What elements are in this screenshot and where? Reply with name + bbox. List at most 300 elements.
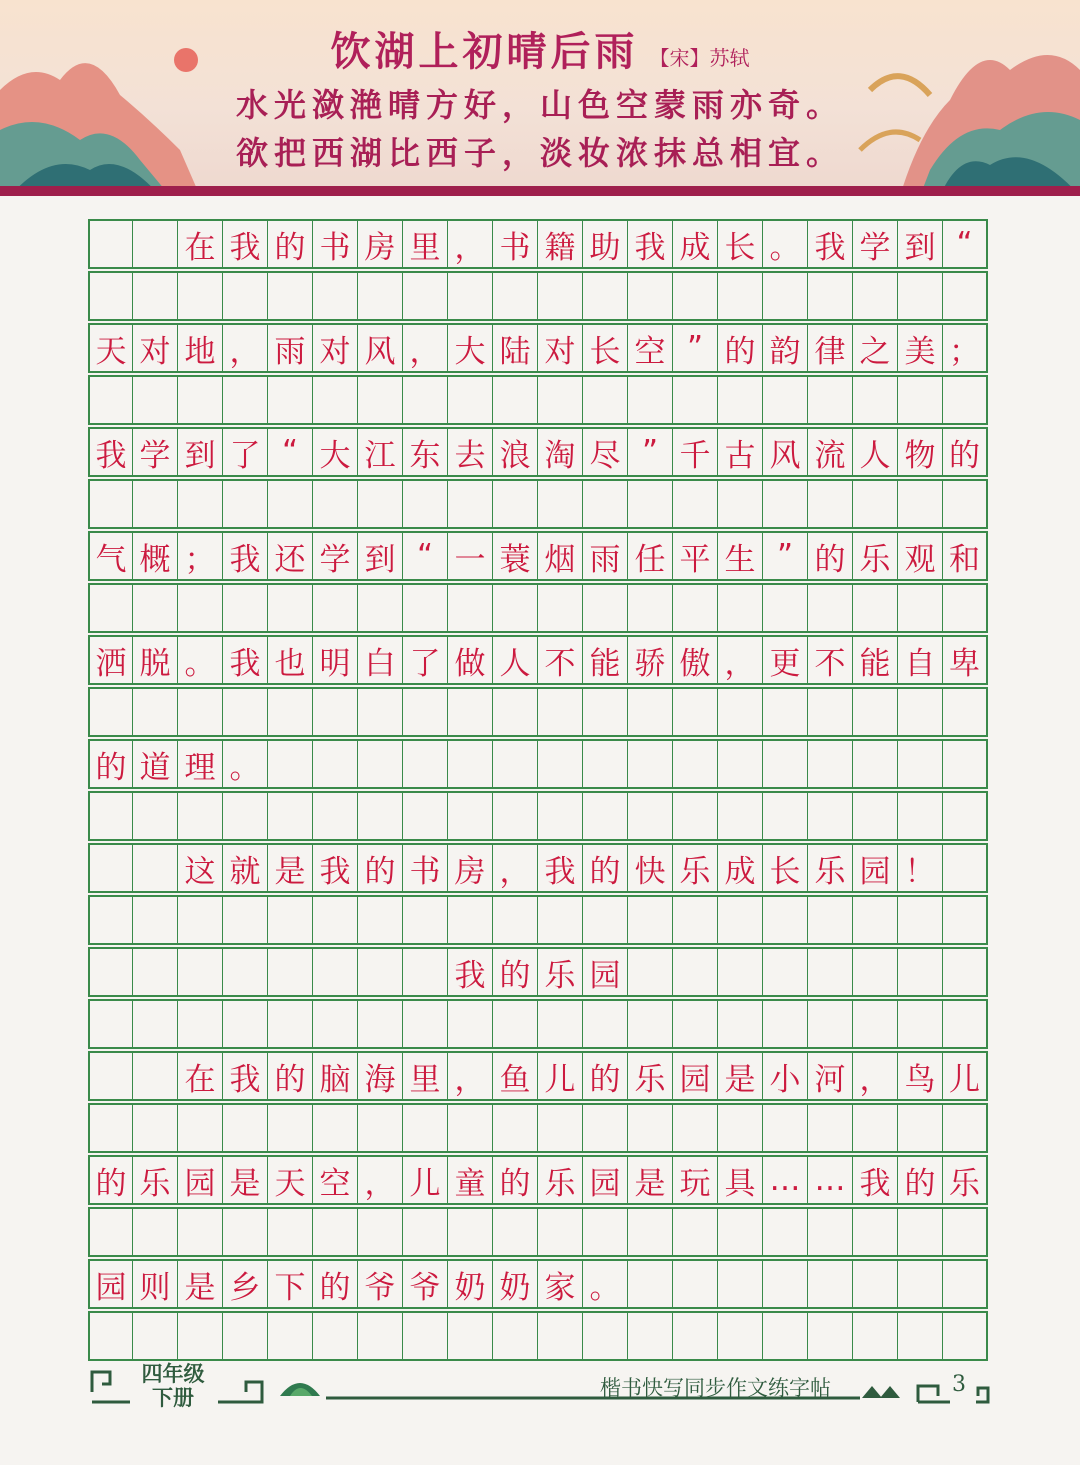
grid-cell: 尽 <box>583 429 628 475</box>
grid-cell <box>133 585 178 631</box>
grid-cell <box>673 377 718 423</box>
grid-cell: 我 <box>808 221 853 267</box>
grid-cell: ” <box>673 325 718 371</box>
grid-cell: 的 <box>583 1053 628 1099</box>
grid-cell <box>673 949 718 995</box>
grid-cell: 东 <box>403 429 448 475</box>
grid-cell <box>718 1001 763 1047</box>
grid-cell <box>808 741 853 787</box>
grid-cell: 明 <box>313 637 358 683</box>
grid-cell: 理 <box>178 741 223 787</box>
grid-cell: 乐 <box>133 1157 178 1203</box>
grid-cell: 学 <box>133 429 178 475</box>
grid-cell <box>313 585 358 631</box>
grid-cell <box>763 793 808 839</box>
grid-cell: 一 <box>448 533 493 579</box>
grid-cell: 傲 <box>673 637 718 683</box>
grid-cell <box>853 377 898 423</box>
grid-cell <box>403 1105 448 1151</box>
grid-cell: “ <box>268 429 313 475</box>
grid-cell <box>898 949 943 995</box>
grid-cell: 流 <box>808 429 853 475</box>
grid-cell: 的 <box>718 325 763 371</box>
grid-cell <box>718 273 763 319</box>
grid-cell: ， <box>718 637 763 683</box>
grid-cell <box>763 1209 808 1255</box>
grid-cell <box>808 377 853 423</box>
grid-cell <box>853 741 898 787</box>
grid-cell <box>673 741 718 787</box>
grid-cell <box>538 1105 583 1151</box>
grid-cell <box>313 1105 358 1151</box>
grid-cell: 去 <box>448 429 493 475</box>
grid-cell <box>808 1261 853 1307</box>
grid-cell: 鱼 <box>493 1053 538 1099</box>
grid-cell <box>493 1105 538 1151</box>
grid-cell <box>898 1209 943 1255</box>
grid-cell: 这 <box>178 845 223 891</box>
grid-cell <box>808 1105 853 1151</box>
grid-cell: 海 <box>358 1053 403 1099</box>
grid-cell <box>538 377 583 423</box>
grid-cell <box>178 1105 223 1151</box>
grid-cell: 具 <box>718 1157 763 1203</box>
grid-cell <box>718 1261 763 1307</box>
grid-cell <box>88 845 133 891</box>
grid-cell <box>358 377 403 423</box>
grid-cell <box>448 1001 493 1047</box>
grid-cell <box>583 1001 628 1047</box>
grid-cell: 大 <box>313 429 358 475</box>
grid-cell <box>898 793 943 839</box>
grid-cell <box>88 377 133 423</box>
grid-cell: 的 <box>583 845 628 891</box>
grid-cell <box>223 1105 268 1151</box>
grid-row <box>88 531 988 581</box>
grid-cell <box>313 741 358 787</box>
grid-cell <box>718 689 763 735</box>
grid-cell: 的 <box>268 1053 313 1099</box>
grid-cell <box>358 273 403 319</box>
grid-cell <box>448 377 493 423</box>
grid-cell: 卑 <box>943 637 988 683</box>
grid-cell <box>898 1261 943 1307</box>
grid-cell <box>403 949 448 995</box>
grid-cell: ， <box>403 325 448 371</box>
grid-cell: 淘 <box>538 429 583 475</box>
grid-cell <box>538 741 583 787</box>
grid-cell: 的 <box>493 949 538 995</box>
grid-cell <box>268 377 313 423</box>
grid-cell <box>223 481 268 527</box>
grid-cell <box>898 897 943 943</box>
grid-cell <box>673 689 718 735</box>
grid-row <box>88 999 988 1049</box>
page-footer <box>0 1350 1080 1430</box>
grid-cell <box>313 481 358 527</box>
grid-cell <box>763 585 808 631</box>
grid-cell: 到 <box>898 221 943 267</box>
grid-cell: 我 <box>88 429 133 475</box>
grid-cell <box>358 1105 403 1151</box>
grid-cell <box>628 1261 673 1307</box>
grid-cell: 长 <box>718 221 763 267</box>
grid-cell <box>853 273 898 319</box>
grid-cell <box>133 845 178 891</box>
grid-cell: “ <box>403 533 448 579</box>
grid-cell <box>403 1209 448 1255</box>
poem-banner <box>0 0 1080 196</box>
grid-cell <box>448 481 493 527</box>
grid-cell <box>718 585 763 631</box>
grid-cell <box>718 1105 763 1151</box>
grid-cell <box>673 1001 718 1047</box>
grid-cell: 之 <box>853 325 898 371</box>
grid-cell <box>223 585 268 631</box>
grid-cell: 爷 <box>358 1261 403 1307</box>
grid-cell <box>268 1001 313 1047</box>
grid-cell <box>88 1105 133 1151</box>
grid-cell: 河 <box>808 1053 853 1099</box>
grid-cell <box>673 1105 718 1151</box>
grid-cell <box>88 1209 133 1255</box>
grid-row <box>88 739 988 789</box>
grid-cell <box>268 1209 313 1255</box>
grid-cell <box>133 897 178 943</box>
grid-cell <box>808 481 853 527</box>
grid-cell <box>313 273 358 319</box>
grid-cell <box>88 793 133 839</box>
grid-cell: 的 <box>943 429 988 475</box>
grid-cell: 做 <box>448 637 493 683</box>
grid-cell: 里 <box>403 1053 448 1099</box>
grid-cell <box>538 273 583 319</box>
grid-cell <box>853 481 898 527</box>
grid-cell <box>268 897 313 943</box>
grid-cell <box>313 897 358 943</box>
grid-cell <box>358 793 403 839</box>
grid-cell: 就 <box>223 845 268 891</box>
grid-cell: 玩 <box>673 1157 718 1203</box>
grid-cell <box>493 1209 538 1255</box>
grid-cell <box>673 585 718 631</box>
grid-cell: 的 <box>808 533 853 579</box>
grid-cell <box>853 1001 898 1047</box>
grid-cell: 是 <box>223 1157 268 1203</box>
grid-row <box>88 791 988 841</box>
grid-row <box>88 687 988 737</box>
grid-cell <box>943 1001 988 1047</box>
grid-cell <box>583 1105 628 1151</box>
grid-cell <box>88 689 133 735</box>
grid-cell <box>268 273 313 319</box>
grid-cell: 风 <box>763 429 808 475</box>
grid-cell <box>223 949 268 995</box>
grid-cell <box>943 1261 988 1307</box>
grade-line-2: 下册 <box>152 1385 194 1410</box>
grid-cell <box>178 949 223 995</box>
grid-cell <box>808 1001 853 1047</box>
grid-cell <box>583 793 628 839</box>
grid-cell <box>763 1105 808 1151</box>
grid-cell <box>268 481 313 527</box>
grid-cell: 脑 <box>313 1053 358 1099</box>
grid-cell <box>448 273 493 319</box>
poem-title: 饮湖上初晴后雨 <box>330 28 639 75</box>
grid-cell <box>538 793 583 839</box>
grid-cell <box>448 1105 493 1151</box>
grid-cell <box>178 1209 223 1255</box>
grid-cell <box>673 793 718 839</box>
grid-cell <box>898 377 943 423</box>
grid-cell <box>808 689 853 735</box>
grid-cell: … <box>808 1157 853 1203</box>
grid-cell: 园 <box>583 1157 628 1203</box>
grid-cell <box>628 1001 673 1047</box>
grid-cell: ” <box>763 533 808 579</box>
grid-cell: 雨 <box>268 325 313 371</box>
grid-cell <box>313 1001 358 1047</box>
grid-cell <box>538 585 583 631</box>
grid-cell <box>358 585 403 631</box>
grid-cell <box>358 1209 403 1255</box>
grid-cell <box>178 793 223 839</box>
grid-cell: 蓑 <box>493 533 538 579</box>
grid-cell <box>268 741 313 787</box>
grid-cell: 是 <box>718 1053 763 1099</box>
grid-cell: 儿 <box>538 1053 583 1099</box>
grid-cell <box>133 1001 178 1047</box>
grid-cell <box>538 689 583 735</box>
grid-cell <box>88 585 133 631</box>
grid-cell <box>763 741 808 787</box>
grid-cell: 在 <box>178 221 223 267</box>
grid-cell <box>853 1261 898 1307</box>
grid-cell: 乐 <box>628 1053 673 1099</box>
grid-cell <box>448 741 493 787</box>
grid-cell <box>943 845 988 891</box>
grid-cell <box>358 897 403 943</box>
grid-cell <box>178 689 223 735</box>
grid-cell: 道 <box>133 741 178 787</box>
grid-cell <box>223 377 268 423</box>
grid-cell <box>403 481 448 527</box>
grid-cell <box>628 897 673 943</box>
grid-cell <box>88 897 133 943</box>
grid-cell: 白 <box>358 637 403 683</box>
grid-cell: 童 <box>448 1157 493 1203</box>
grid-cell <box>943 377 988 423</box>
grid-cell <box>133 793 178 839</box>
grid-cell <box>808 897 853 943</box>
grid-cell <box>88 273 133 319</box>
grid-cell <box>943 273 988 319</box>
grid-cell: 。 <box>583 1261 628 1307</box>
grid-cell <box>853 1209 898 1255</box>
grid-cell <box>583 377 628 423</box>
grid-cell <box>853 689 898 735</box>
grid-cell: 书 <box>493 221 538 267</box>
grid-cell <box>943 481 988 527</box>
grid-cell: 气 <box>88 533 133 579</box>
grid-cell <box>178 481 223 527</box>
grid-cell <box>538 897 583 943</box>
grid-row <box>88 219 988 269</box>
grid-cell: 下 <box>268 1261 313 1307</box>
grid-cell <box>133 273 178 319</box>
grid-cell: 。 <box>178 637 223 683</box>
grid-cell <box>358 741 403 787</box>
grid-cell <box>403 741 448 787</box>
grid-cell <box>223 1001 268 1047</box>
grid-cell <box>538 481 583 527</box>
grid-cell <box>268 949 313 995</box>
grid-cell: 对 <box>538 325 583 371</box>
grid-cell: 。 <box>763 221 808 267</box>
grid-cell: “ <box>943 221 988 267</box>
grid-row <box>88 895 988 945</box>
grid-cell: 和 <box>943 533 988 579</box>
grid-cell <box>718 793 763 839</box>
grid-cell <box>763 377 808 423</box>
grid-cell: 学 <box>853 221 898 267</box>
grid-cell <box>808 1209 853 1255</box>
grid-row <box>88 323 988 373</box>
grid-cell: 对 <box>313 325 358 371</box>
grid-cell: 骄 <box>628 637 673 683</box>
grid-cell <box>268 689 313 735</box>
grid-cell: 乡 <box>223 1261 268 1307</box>
grid-cell: 乐 <box>943 1157 988 1203</box>
grid-cell <box>763 949 808 995</box>
grid-cell: 江 <box>358 429 403 475</box>
grid-cell <box>493 377 538 423</box>
grid-cell <box>178 897 223 943</box>
grid-cell: 能 <box>853 637 898 683</box>
banner-divider <box>0 186 1080 196</box>
grid-cell: 学 <box>313 533 358 579</box>
grid-cell <box>403 1001 448 1047</box>
grid-cell <box>718 377 763 423</box>
grid-cell <box>718 741 763 787</box>
grid-cell <box>403 273 448 319</box>
grid-cell <box>133 221 178 267</box>
grid-cell <box>403 585 448 631</box>
grid-cell <box>898 481 943 527</box>
grid-cell: ， <box>223 325 268 371</box>
grid-cell: 还 <box>268 533 313 579</box>
grid-cell: 我 <box>628 221 673 267</box>
grid-cell: 我 <box>853 1157 898 1203</box>
grid-cell <box>493 793 538 839</box>
grid-cell: 园 <box>178 1157 223 1203</box>
grid-cell: 的 <box>493 1157 538 1203</box>
grid-cell <box>88 221 133 267</box>
grid-cell: 鸟 <box>898 1053 943 1099</box>
grid-cell: 千 <box>673 429 718 475</box>
grid-cell <box>493 1001 538 1047</box>
grid-cell: 雨 <box>583 533 628 579</box>
grid-row <box>88 1103 988 1153</box>
grid-cell <box>628 377 673 423</box>
grid-cell: 乐 <box>853 533 898 579</box>
grid-cell <box>673 273 718 319</box>
grid-cell <box>313 793 358 839</box>
grid-cell: 大 <box>448 325 493 371</box>
grid-cell <box>133 949 178 995</box>
grid-cell <box>313 1209 358 1255</box>
grid-cell <box>808 793 853 839</box>
book-title: 楷书快写同步作文练字帖 <box>600 1376 831 1400</box>
grid-cell: 我 <box>538 845 583 891</box>
grid-cell <box>853 949 898 995</box>
grid-cell: 我 <box>223 221 268 267</box>
grid-cell: 律 <box>808 325 853 371</box>
grid-cell: 陆 <box>493 325 538 371</box>
grid-cell <box>538 1209 583 1255</box>
grid-cell <box>493 585 538 631</box>
grid-cell <box>583 481 628 527</box>
grid-cell: ； <box>943 325 988 371</box>
grid-cell <box>943 741 988 787</box>
grid-cell <box>358 949 403 995</box>
grid-cell: 园 <box>673 1053 718 1099</box>
grid-row <box>88 1207 988 1257</box>
grid-cell: 长 <box>583 325 628 371</box>
grid-cell <box>853 897 898 943</box>
grid-cell: 人 <box>493 637 538 683</box>
grid-cell <box>448 793 493 839</box>
grid-cell: 概 <box>133 533 178 579</box>
grid-cell: 我 <box>223 637 268 683</box>
grid-cell: 的 <box>268 221 313 267</box>
grid-cell <box>88 1001 133 1047</box>
grid-cell <box>628 1209 673 1255</box>
grid-cell: 是 <box>268 845 313 891</box>
grid-cell <box>403 897 448 943</box>
grid-cell <box>943 897 988 943</box>
grid-cell: ， <box>358 1157 403 1203</box>
grid-cell: 了 <box>403 637 448 683</box>
grid-cell <box>943 1209 988 1255</box>
grid-cell: 我 <box>223 533 268 579</box>
grid-cell <box>808 949 853 995</box>
grid-cell <box>493 897 538 943</box>
grid-cell <box>88 481 133 527</box>
grid-cell <box>178 273 223 319</box>
grid-cell <box>673 1261 718 1307</box>
grid-cell: 自 <box>898 637 943 683</box>
grid-cell: ， <box>493 845 538 891</box>
grid-cell: 乐 <box>808 845 853 891</box>
grid-cell <box>763 481 808 527</box>
grid-cell <box>448 1209 493 1255</box>
grid-cell <box>448 897 493 943</box>
grid-cell <box>673 481 718 527</box>
grid-cell <box>853 585 898 631</box>
grid-row <box>88 635 988 685</box>
grid-cell <box>853 793 898 839</box>
grid-cell: 的 <box>898 1157 943 1203</box>
grid-cell <box>763 1001 808 1047</box>
grid-cell: 书 <box>313 221 358 267</box>
grid-cell: 空 <box>628 325 673 371</box>
grid-cell <box>628 689 673 735</box>
grid-cell: ； <box>178 533 223 579</box>
grid-cell: 古 <box>718 429 763 475</box>
grid-cell <box>133 377 178 423</box>
grid-cell <box>718 1209 763 1255</box>
